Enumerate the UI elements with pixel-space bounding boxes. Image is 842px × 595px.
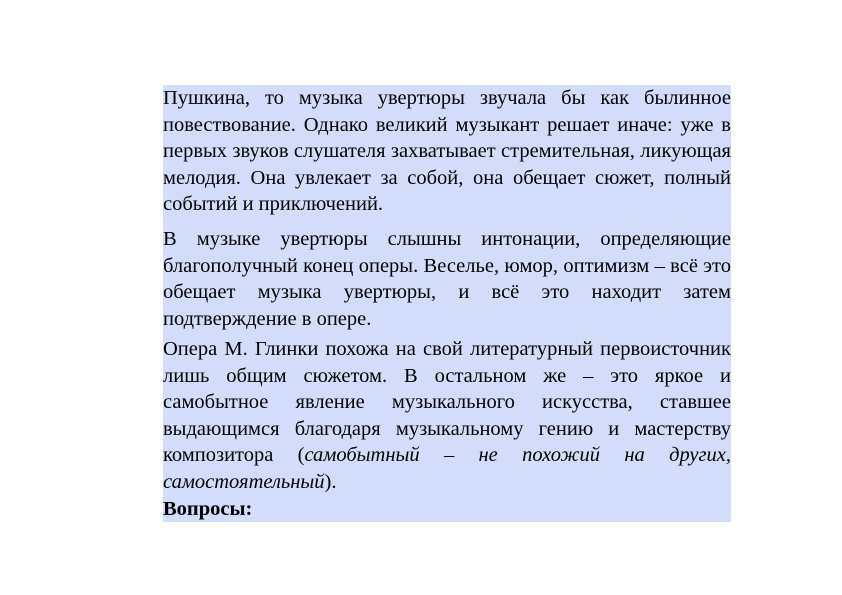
questions-heading: Вопросы: xyxy=(163,498,253,520)
paragraph-3-end: ). xyxy=(324,470,337,493)
text-block xyxy=(163,85,731,522)
paragraph-2: В музыке увертюры слышны интонации, определяющие благополучный конец оперы. Веселье, юмор, оптимизм – всё это обещает музыка увертюры, и всё это находит затем подтверждение в опере. xyxy=(163,228,731,330)
paragraph-1: Пушкина, то музыка увертюры звучала бы как былинное повествование. Однако великий музыкант решает иначе: уже в первых звуков слушателя захватывает стремительная, ликующая мелодия. Она увлекает за собой, она обещает сюжет, полный событий и приключений. xyxy=(163,87,731,216)
paragraph-3-main: Опера М. Глинки похожа на свой литературный первоисточник лишь общим сюжетом. В остальном же – это яркое и самобытное явление музыкального искусства, ставшее выдающимся благодаря музыкальному гению и мастерству композитора ( xyxy=(163,338,731,467)
definition-italic: самобытный – не похожий на других, самостоятельный xyxy=(163,444,732,493)
paragraph-3 xyxy=(163,336,731,496)
